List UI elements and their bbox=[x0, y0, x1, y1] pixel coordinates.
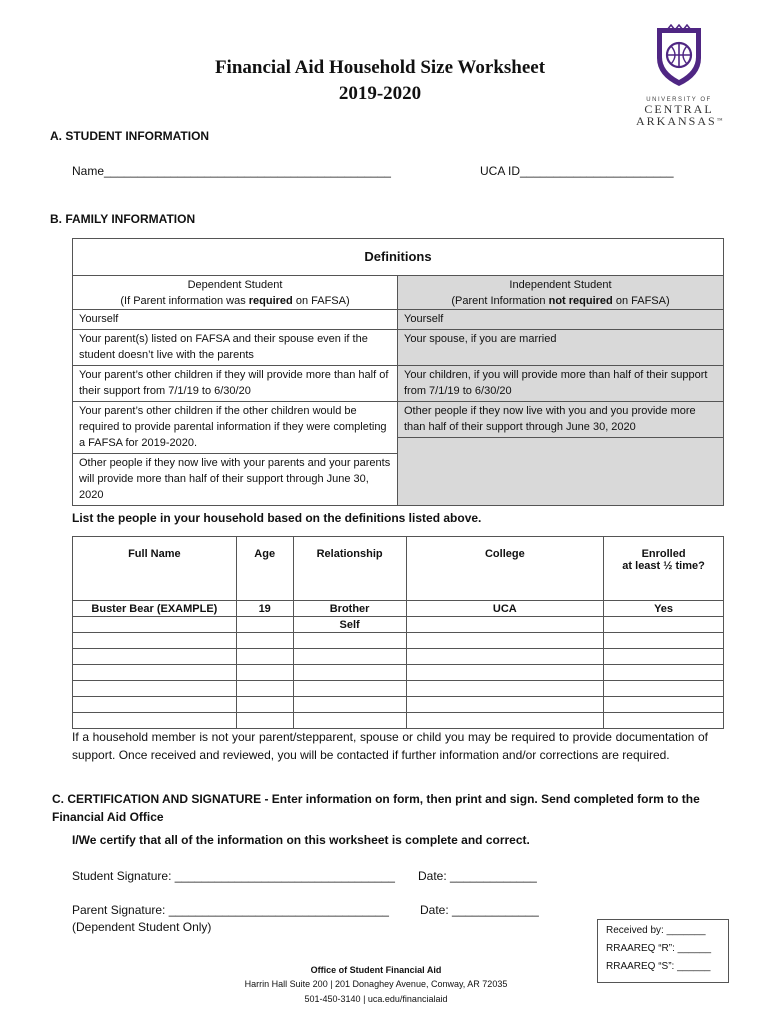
table-row[interactable] bbox=[73, 713, 724, 729]
uca-id-field[interactable]: UCA ID_______________________ bbox=[480, 164, 674, 178]
list-instruction: List the people in your household based on the definitions listed above. bbox=[72, 511, 482, 525]
independent-row: Other people if they now live with you and you provide more than half of their support through June 30, 2020 bbox=[398, 401, 723, 438]
table-header-row bbox=[73, 537, 724, 601]
example-name: Buster Bear (EXAMPLE) bbox=[73, 601, 237, 617]
name-cell[interactable] bbox=[73, 697, 237, 713]
college-cell[interactable] bbox=[406, 713, 604, 729]
example-relationship: Brother bbox=[293, 601, 406, 617]
definitions-title: Definitions bbox=[73, 239, 723, 276]
received-by: Received by: _______ bbox=[606, 925, 706, 936]
col-college: College bbox=[406, 537, 604, 601]
relationship-cell[interactable] bbox=[293, 713, 406, 729]
age-cell[interactable] bbox=[236, 633, 293, 649]
footer-office: Office of Student Financial Aid bbox=[310, 965, 442, 975]
independent-heading: Independent Student (Parent Information not required on FAFSA) bbox=[451, 279, 670, 307]
parent-date-field[interactable]: Date: _____________ bbox=[420, 903, 539, 917]
independent-row: Yourself bbox=[398, 309, 723, 329]
dependent-row: Yourself bbox=[73, 309, 397, 329]
college-cell[interactable] bbox=[406, 697, 604, 713]
table-row bbox=[73, 601, 724, 617]
table-row[interactable] bbox=[73, 665, 724, 681]
age-cell[interactable] bbox=[236, 665, 293, 681]
age-cell[interactable] bbox=[236, 697, 293, 713]
name-cell[interactable] bbox=[73, 633, 237, 649]
col-enrolled: Enrolled at least ½ time? bbox=[604, 537, 724, 601]
age-cell[interactable] bbox=[236, 649, 293, 665]
enrolled-cell[interactable] bbox=[604, 633, 724, 649]
age-cell[interactable] bbox=[236, 617, 293, 633]
definitions-table bbox=[72, 238, 724, 506]
enrolled-cell[interactable] bbox=[604, 713, 724, 729]
section-a-label: A. STUDENT INFORMATION bbox=[50, 129, 210, 143]
enrolled-cell[interactable] bbox=[604, 649, 724, 665]
support-note: If a household member is not your parent/stepparent, spouse or child you may be required to provide documentation of support. Once received and reviewed, you will be contacted if further information and/or corrections are required. bbox=[72, 730, 708, 762]
college-cell[interactable] bbox=[406, 681, 604, 697]
example-age: 19 bbox=[236, 601, 293, 617]
relationship-cell[interactable] bbox=[293, 649, 406, 665]
section-c-label: C. CERTIFICATION AND SIGNATURE - Enter information on form, then print and sign. Send completed form to the Financial Aid Office bbox=[52, 792, 700, 824]
logo-text-top: UNIVERSITY OF bbox=[646, 97, 712, 103]
page-title: Financial Aid Household Size Worksheet bbox=[214, 57, 546, 78]
section-b-label: B. FAMILY INFORMATION bbox=[50, 212, 196, 226]
dependent-row: Your parent(s) listed on FAFSA and their spouse even if the student doesn’t live with the parents bbox=[73, 329, 397, 365]
name-cell[interactable] bbox=[73, 617, 237, 633]
rraareq-r: RRAAREQ “R”: ______ bbox=[606, 943, 712, 954]
independent-row: Your children, if you will provide more than half of their support from 7/1/19 to 6/30/20 bbox=[398, 365, 723, 401]
col-relationship: Relationship bbox=[293, 537, 406, 601]
self-relationship: Self bbox=[293, 617, 406, 633]
college-cell[interactable] bbox=[406, 649, 604, 665]
parent-signature-field[interactable]: Parent Signature: _________________________________ bbox=[72, 903, 389, 917]
parent-note: (Dependent Student Only) bbox=[72, 920, 212, 934]
example-enrolled: Yes bbox=[604, 601, 724, 617]
dependent-row: Your parent’s other children if they will provide more than half of their support from 7/1/19 to 6/30/20 bbox=[73, 365, 397, 401]
independent-row: Your spouse, if you are married bbox=[398, 329, 723, 365]
college-cell[interactable] bbox=[406, 633, 604, 649]
dependent-row: Other people if they now live with your parents and your parents will provide more than half of their support through June 30, 2020 bbox=[73, 453, 397, 505]
uca-logo bbox=[636, 24, 725, 128]
logo-text-arkansas: ARKANSAS™ bbox=[636, 114, 725, 128]
dependent-column bbox=[73, 276, 398, 505]
name-cell[interactable] bbox=[73, 665, 237, 681]
certify-statement: I/We certify that all of the information on this worksheet is complete and correct. bbox=[72, 833, 530, 847]
example-college: UCA bbox=[406, 601, 604, 617]
table-row[interactable] bbox=[73, 681, 724, 697]
college-cell[interactable] bbox=[406, 665, 604, 681]
age-cell[interactable] bbox=[236, 713, 293, 729]
name-cell[interactable] bbox=[73, 649, 237, 665]
col-full-name: Full Name bbox=[73, 537, 237, 601]
table-row[interactable] bbox=[73, 617, 724, 633]
footer-address: Harrin Hall Suite 200 | 201 Donaghey Avenue, Conway, AR 72035 bbox=[244, 979, 508, 989]
relationship-cell[interactable] bbox=[293, 633, 406, 649]
age-cell[interactable] bbox=[236, 681, 293, 697]
col-age: Age bbox=[236, 537, 293, 601]
name-cell[interactable] bbox=[73, 681, 237, 697]
dependent-heading: Dependent Student (If Parent information was required on FAFSA) bbox=[120, 279, 350, 307]
table-row[interactable] bbox=[73, 633, 724, 649]
student-date-field[interactable]: Date: _____________ bbox=[418, 869, 537, 883]
relationship-cell[interactable] bbox=[293, 665, 406, 681]
footer-contact: 501-450-3140 | uca.edu/financialaid bbox=[304, 994, 448, 1004]
college-cell[interactable] bbox=[406, 617, 604, 633]
enrolled-cell[interactable] bbox=[604, 681, 724, 697]
enrolled-cell[interactable] bbox=[604, 665, 724, 681]
enrolled-cell[interactable] bbox=[604, 617, 724, 633]
student-signature-field[interactable]: Student Signature: _________________________________ bbox=[72, 869, 395, 883]
name-field[interactable]: Name___________________________________________ bbox=[72, 164, 391, 178]
table-row[interactable] bbox=[73, 649, 724, 665]
name-cell[interactable] bbox=[73, 713, 237, 729]
logo-text-central: CENTRAL bbox=[644, 102, 714, 116]
enrolled-cell[interactable] bbox=[604, 697, 724, 713]
page-year: 2019-2020 bbox=[338, 83, 422, 104]
independent-column bbox=[398, 276, 723, 505]
relationship-cell[interactable] bbox=[293, 681, 406, 697]
table-row[interactable] bbox=[73, 697, 724, 713]
relationship-cell[interactable] bbox=[293, 697, 406, 713]
shield-logo-icon bbox=[651, 24, 707, 90]
dependent-row: Your parent’s other children if the other children would be required to provide parental information if they were completing a FAFSA for 2019-2020. bbox=[73, 401, 397, 453]
rraareq-s: RRAAREQ “S”: ______ bbox=[606, 961, 711, 972]
household-table bbox=[72, 536, 724, 729]
